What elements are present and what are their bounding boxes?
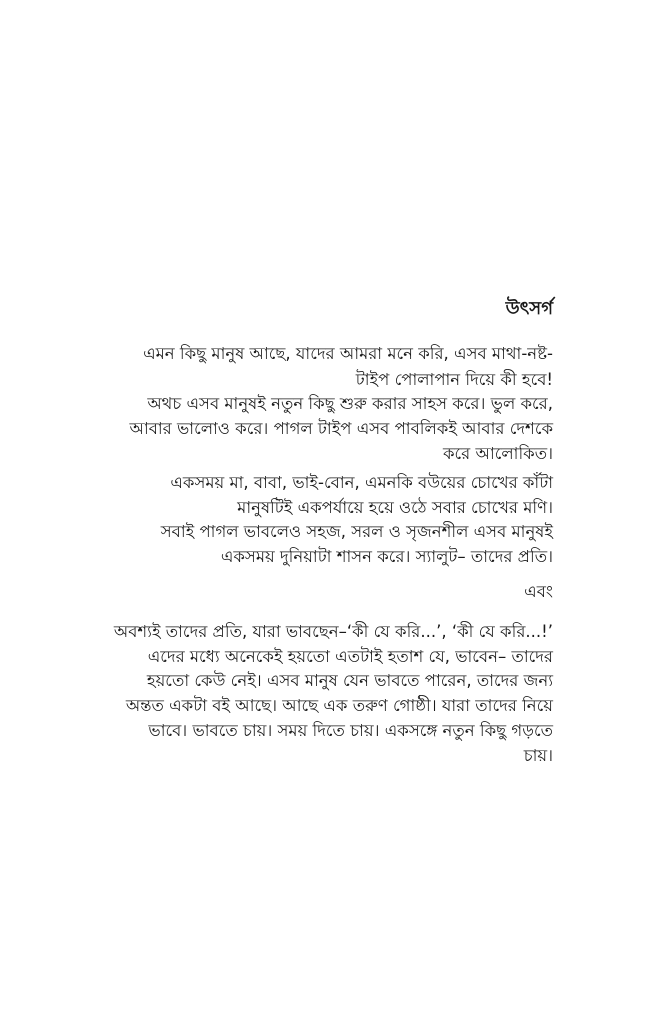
- paragraph3-line-4: অন্তত একটা বই আছে। আছে এক তরুণ গোষ্ঠী। যারা তাদের নিয়ে: [125, 696, 553, 715]
- paragraph1-line-4: আবার ভালোও করে। পাগল টাইপ এসব পাবলিকই আবার দেশকে: [129, 419, 553, 438]
- paragraph2-line-4: একসময় দুনিয়াটা শাসন করে। স্যালুট– তাদের প্রতি।: [220, 547, 553, 566]
- paragraph1-line-5: করে আলোকিত।: [443, 444, 553, 463]
- paragraph3-line-6: চায়।: [523, 746, 553, 765]
- paragraph1-line-3: অথচ এসব মানুষই নতুন কিছু শুরু করার সাহস করে। ভুল করে,: [147, 394, 553, 413]
- paragraph3-line-5: ভাবে। ভাবতে চায়। সময় দিতে চায়। একসঙ্গে নতুন কিছু গড়তে: [148, 721, 553, 740]
- paragraph3-line-1: অবশ্যই তাদের প্রতি, যারা ভাবছেন–‘কী যে করি...’, ‘কী যে করি...!’: [113, 622, 553, 641]
- paragraph3-line-3: হয়তো কেউ নেই। এসব মানুষ যেন ভাবতে পারেন, তাদের জন্য: [146, 671, 553, 690]
- paragraph1-line-2: টাইপ পোলাপান দিয়ে কী হবে!: [355, 370, 553, 389]
- conjunction-line: এবং: [524, 582, 553, 601]
- paragraph2-line-3: সবাই পাগল ভাবলেও সহজ, সরল ও সৃজনশীল এসব মানুষই: [160, 522, 553, 541]
- paragraph3-line-2: এদের মধ্যে অনেকেই হয়তো এতটাই হতাশ যে, ভাবেন– তাদের: [147, 647, 553, 666]
- paragraph1-line-1: এমন কিছু মানুষ আছে, যাদের আমরা মনে করি, এসব মাথা-নষ্ট-: [143, 344, 553, 363]
- paragraph2-line-1: একসময় মা, বাবা, ভাই-বোন, এমনকি বউয়ের চোখের কাঁটা: [170, 473, 553, 492]
- dedication-heading: উৎসর্গ: [505, 298, 553, 319]
- paragraph2-line-2: মানুষটিই একপর্যায়ে হয়ে ওঠে সবার চোখের মণি।: [237, 498, 553, 517]
